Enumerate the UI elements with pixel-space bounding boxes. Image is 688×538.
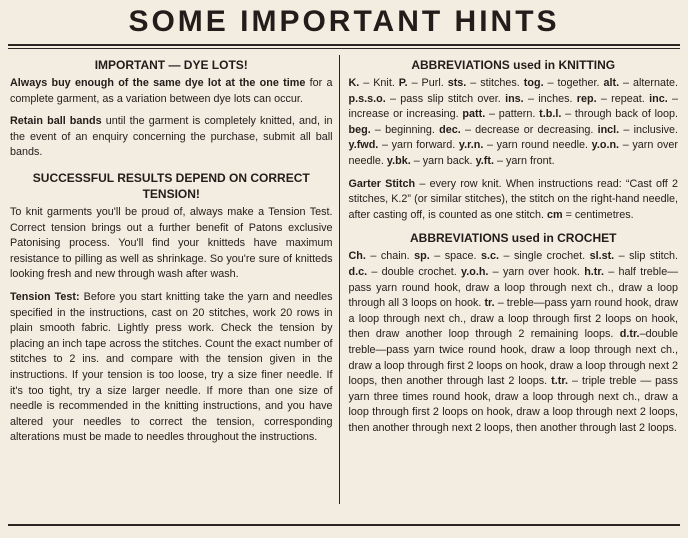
dye-lots-p2-bold: Retain ball bands xyxy=(10,115,102,128)
crochet-def: – space. xyxy=(429,250,482,263)
crochet-def: – treble—pass yarn round hook, draw a loop through next ch., draw a loop through first 2 loops on hook, then draw another loop through 2 remaining loops. xyxy=(348,297,678,341)
garter-stitch-bold: Garter Stitch xyxy=(348,177,416,190)
top-rule-thin xyxy=(8,48,680,49)
knitting-def: – through back of loop. xyxy=(561,108,678,121)
cm-abbreviation: cm xyxy=(546,208,563,221)
page-title: SOME IMPORTANT HINTS xyxy=(128,5,560,38)
crochet-def: – double crochet. xyxy=(367,265,462,278)
tension-heading: SUCCESSFUL RESULTS DEPEND ON CORRECT TENSION! xyxy=(32,170,310,201)
knitting-abbr: patt. xyxy=(462,108,486,121)
crochet-def: – half treble—pass yarn round hook, draw a loop through next ch., draw a loop through all 3 loops on hook. xyxy=(348,265,678,310)
tension-test-text: Before you start knitting take the yarn and needles specified in the instructions, cast on 20 stitches, work 20 rows in plain smooth fabric. Lightly press work. Check the tension by placing an inch tape across the stitches. Count the exact number of stitches to 2 ins. and compare with the tension given in the instructions. If your tension is too loose, try a size finer needle. If it's too tight, try a size larger needle. If more than one size of needle is recommended in the knitting instructions, and you have altered your needles to correct the tension, corresponding alterations must be made to needles throughout the instructions. xyxy=(10,290,333,444)
knitting-abbr: y.r.n. xyxy=(458,139,484,152)
knitting-abbr: dec. xyxy=(439,123,461,136)
crochet-def: –double treble—pass yarn twice round hook, draw a loop through next ch., draw a loop through first 2 loops on hook, draw a loop through next 2 loops, then another through last 2 loops. xyxy=(348,328,678,388)
crochet-abbr: d.c. xyxy=(348,265,368,278)
knitting-def: – yarn over needle. xyxy=(348,139,679,167)
crochet-abbreviations-heading: ABBREVIATIONS used in CROCHET xyxy=(410,231,617,246)
crochet-abbr: sp. xyxy=(414,250,430,263)
crochet-def: – single crochet. xyxy=(499,250,590,263)
garter-stitch-paragraph xyxy=(349,177,679,224)
knitting-def: – stitches. xyxy=(466,77,524,89)
knitting-def: – inches. xyxy=(523,92,577,105)
knitting-abbr: inc. xyxy=(649,92,668,105)
knitting-abbr: beg. xyxy=(348,123,371,136)
dye-lots-p1-text: for a complete garment, as a variation between dye lots can occur. xyxy=(10,77,333,105)
knitting-def: – decrease or decreasing. xyxy=(460,123,598,136)
crochet-def: – chain. xyxy=(365,250,415,263)
knitting-def: – Purl. xyxy=(407,77,448,89)
crochet-def: – yarn over hook. xyxy=(488,265,585,278)
knitting-abbr: incl. xyxy=(597,123,620,136)
knitting-abbr: y.fwd. xyxy=(348,139,379,152)
knitting-abbr: sts. xyxy=(447,77,467,89)
knitting-abbr: rep. xyxy=(576,92,597,105)
knitting-def: – pattern. xyxy=(485,108,540,121)
dye-lots-paragraph-1 xyxy=(10,76,333,107)
top-rule-thick xyxy=(8,44,680,46)
dye-lots-p1-bold: Always buy enough of the same dye lot at the one time xyxy=(10,77,306,89)
knitting-def: – Knit. xyxy=(359,77,399,89)
crochet-abbr: s.c. xyxy=(481,250,500,263)
crochet-abbreviations-list xyxy=(349,249,679,436)
garter-stitch-text: – every row knit. When instructions read: “Cast off 2 stitches, K.2” (or similar stitches), the stitch on the right-hand needle, after casting off, is counted as one stitch. xyxy=(348,177,678,221)
crochet-abbr: sl.st. xyxy=(589,250,615,263)
knitting-abbreviations-heading: ABBREVIATIONS used in KNITTING xyxy=(411,58,616,72)
crochet-abbr: t.tr. xyxy=(551,375,568,388)
knitting-abbr: K. xyxy=(348,77,360,89)
knitting-abbr: t.b.l. xyxy=(539,108,562,121)
knitting-def: – yarn front. xyxy=(493,154,555,167)
dye-lots-paragraph-2 xyxy=(10,114,333,161)
hints-page xyxy=(0,4,688,538)
crochet-abbr: d.tr. xyxy=(619,328,640,341)
knitting-def: – pass slip stitch over. xyxy=(385,92,506,105)
crochet-abbr: y.o.h. xyxy=(461,265,489,278)
tension-test-bold: Tension Test: xyxy=(10,290,80,303)
knitting-def: – increase or increasing. xyxy=(348,92,678,121)
dye-lots-heading: IMPORTANT — DYE LOTS! xyxy=(94,58,248,72)
crochet-def: – slip stitch. xyxy=(614,250,679,263)
crochet-abbr: Ch. xyxy=(348,250,366,263)
tension-paragraph-2 xyxy=(10,290,333,446)
knitting-abbr: y.o.n. xyxy=(591,139,620,152)
knitting-def: – repeat. xyxy=(596,92,650,105)
knitting-abbr: y.ft. xyxy=(475,154,494,167)
left-column xyxy=(8,53,339,504)
dye-lots-p2-text: until the garment is completely knitted, and, in the event of an enquiry concerning the purchase, submit all ball bands. xyxy=(10,115,333,159)
tension-paragraph-1: To knit garments you'll be proud of, always make a Tension Test. Correct tension brings out a further benefit of Patons exclusive Patonising process. You'll find your knitteds have maximum resistance to pilling as well as shrinkage. So you're sure of knitteds looking fresh and new through wash after wash. xyxy=(10,205,333,281)
crochet-abbr: h.tr. xyxy=(584,265,604,278)
crochet-def: – triple treble — pass yarn three times round hook, draw a loop through next ch., draw a loop through first 2 loops on hook, draw a loop through next 2 loops, then another through next 2 loops, then another through last 2 loops. xyxy=(348,375,678,434)
cm-definition: = centimetres. xyxy=(562,208,634,221)
knitting-def: – yarn round needle. xyxy=(483,139,592,152)
right-column xyxy=(340,53,681,504)
knitting-abbr: P. xyxy=(398,77,408,89)
knitting-def: – together. xyxy=(543,77,604,89)
knitting-def: – alternate. xyxy=(619,77,679,89)
knitting-abbr: p.s.s.o. xyxy=(348,92,386,105)
knitting-abbr: alt. xyxy=(603,77,620,89)
knitting-def: – yarn back. xyxy=(410,154,476,167)
knitting-abbreviations-list xyxy=(349,76,679,170)
knitting-abbr: y.bk. xyxy=(386,154,411,167)
knitting-def: – inclusive. xyxy=(619,123,678,136)
crochet-abbr: tr. xyxy=(484,297,495,310)
knitting-abbr: tog. xyxy=(523,77,544,89)
bottom-rule xyxy=(8,524,680,526)
knitting-def: – beginning. xyxy=(370,123,440,136)
two-column-body xyxy=(8,53,680,504)
knitting-def: – yarn forward. xyxy=(378,139,459,152)
knitting-abbr: ins. xyxy=(505,92,524,105)
